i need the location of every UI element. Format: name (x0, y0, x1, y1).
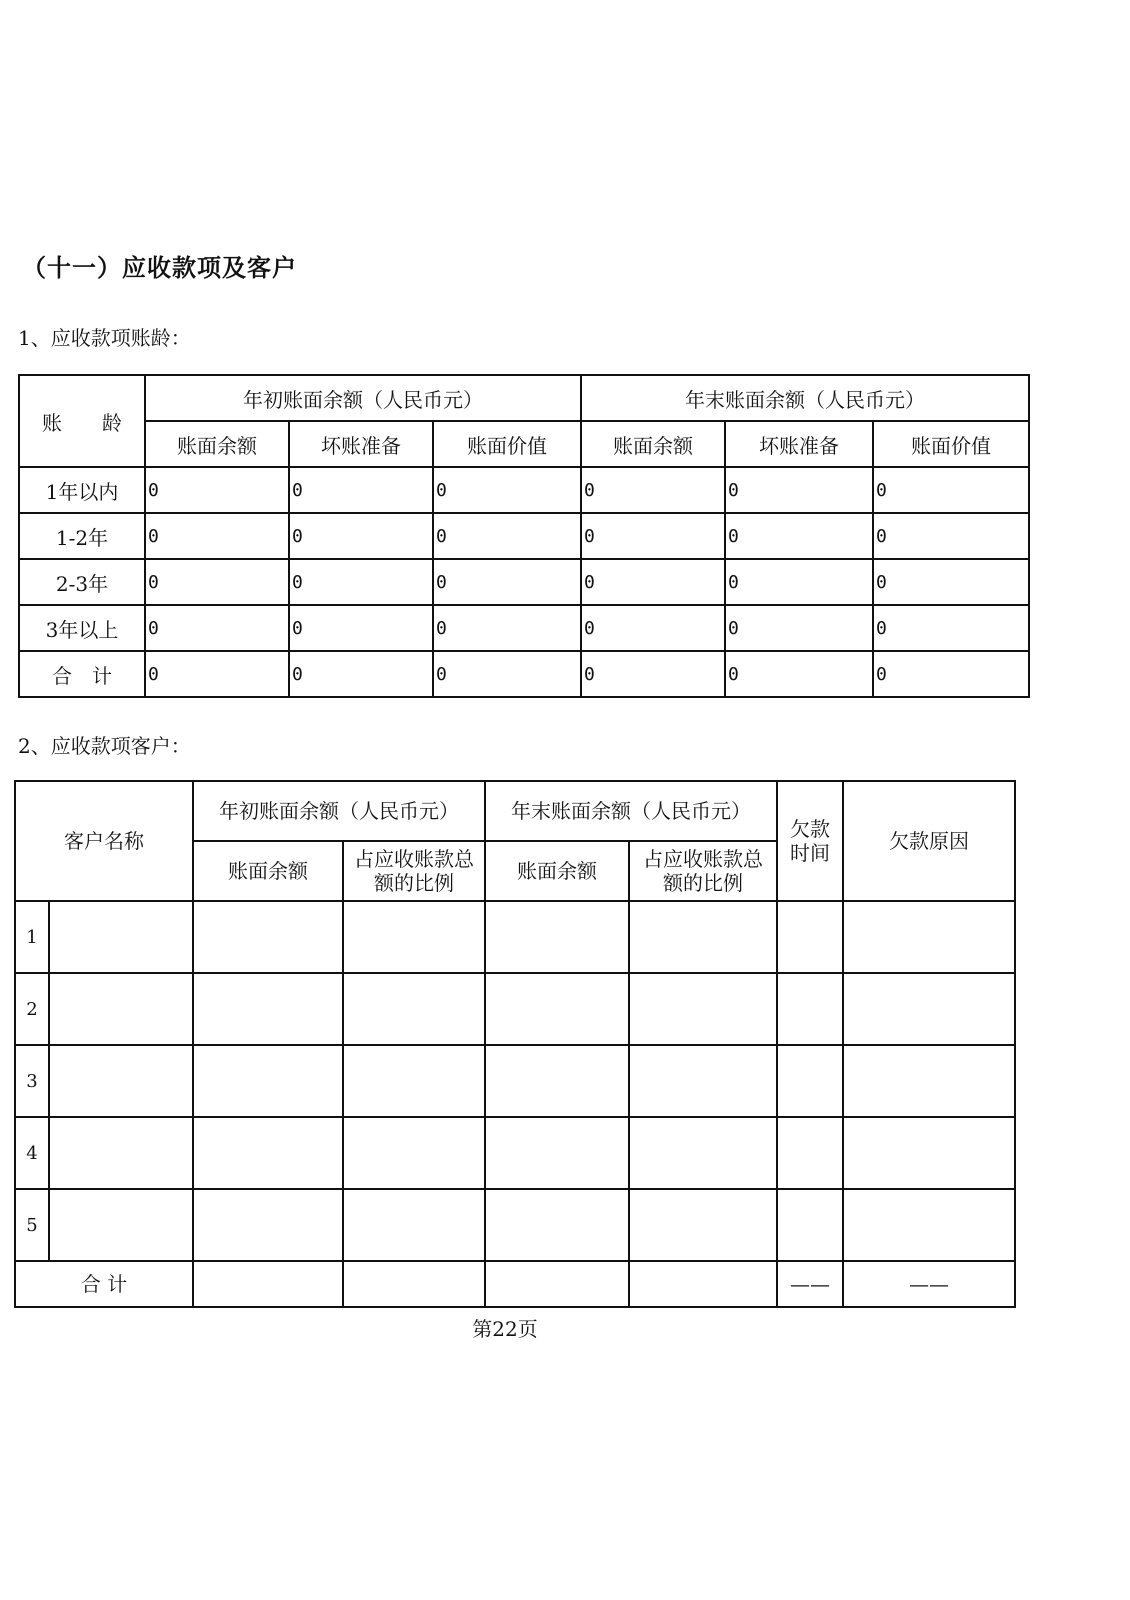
end-balance-cell (485, 1189, 629, 1261)
end-balance-cell (485, 973, 629, 1045)
cell-value: 0 (145, 651, 289, 697)
cell-value: 0 (873, 559, 1029, 605)
begin-ratio-cell (343, 1189, 485, 1261)
customers-subtitle: 2、应收款项客户： (18, 734, 191, 758)
owed-reason-cell (843, 901, 1015, 973)
owed-time-header: 欠款时间 (777, 781, 843, 901)
owed-reason-cell (843, 973, 1015, 1045)
customer-name-cell (49, 973, 193, 1045)
total-end-balance-cell (485, 1261, 629, 1307)
end-ratio-cell (629, 973, 777, 1045)
begin-balance-group-header: 年初账面余额（人民币元） (145, 375, 581, 421)
begin-balance-cell (193, 1189, 343, 1261)
table-row (15, 1117, 1015, 1189)
begin-balance-cell (193, 1045, 343, 1117)
begin-ratio-cell (343, 973, 485, 1045)
cell-value: 0 (873, 513, 1029, 559)
section-title: （十一）应收款项及客户 (22, 253, 297, 282)
owed-time-cell (777, 1189, 843, 1261)
cell-value: 0 (145, 467, 289, 513)
cell-value: 0 (433, 605, 581, 651)
row-number: 4 (15, 1117, 49, 1189)
total-begin-ratio-cell (343, 1261, 485, 1307)
cell-value: 0 (289, 513, 433, 559)
cell-value: 0 (581, 467, 725, 513)
owed-reason-header: 欠款原因 (843, 781, 1015, 901)
total-end-ratio-cell (629, 1261, 777, 1307)
table-row (19, 513, 1029, 559)
cell-value: 0 (725, 559, 873, 605)
cell-value: 0 (725, 513, 873, 559)
col-header: 坏账准备 (725, 421, 873, 467)
cell-value: 0 (581, 513, 725, 559)
customer-name-cell (49, 1189, 193, 1261)
end-balance-cell (485, 901, 629, 973)
owed-time-cell (777, 973, 843, 1045)
age-header: 账 龄 (19, 375, 145, 467)
owed-time-cell (777, 1117, 843, 1189)
row-number: 2 (15, 973, 49, 1045)
cell-value: 0 (433, 513, 581, 559)
end-balance-cell (485, 1045, 629, 1117)
cell-value: 0 (873, 651, 1029, 697)
customer-table (14, 780, 1016, 1308)
cell-value: 0 (289, 467, 433, 513)
end-balance-group-header: 年末账面余额（人民币元） (581, 375, 1029, 421)
ratio-header: 占应收账款总额的比例 (629, 841, 777, 901)
cell-value: 0 (145, 513, 289, 559)
begin-ratio-cell (343, 1045, 485, 1117)
aging-table (18, 374, 1030, 698)
page-number: 第22页 (472, 1317, 538, 1341)
col-header: 账面价值 (433, 421, 581, 467)
col-header: 账面余额 (145, 421, 289, 467)
begin-ratio-cell (343, 901, 485, 973)
begin-balance-group-header: 年初账面余额（人民币元） (193, 781, 485, 841)
total-row (15, 1261, 1015, 1307)
cell-value: 0 (433, 467, 581, 513)
customer-name-cell (49, 1117, 193, 1189)
table-row (15, 901, 1015, 973)
end-ratio-cell (629, 1189, 777, 1261)
owed-reason-cell (843, 1117, 1015, 1189)
cell-value: 0 (289, 605, 433, 651)
cell-value: 0 (289, 651, 433, 697)
balance-header: 账面余额 (193, 841, 343, 901)
customer-name-cell (49, 901, 193, 973)
begin-balance-cell (193, 973, 343, 1045)
cell-value: 0 (433, 651, 581, 697)
end-balance-group-header: 年末账面余额（人民币元） (485, 781, 777, 841)
begin-ratio-cell (343, 1117, 485, 1189)
table-row (15, 973, 1015, 1045)
col-header: 坏账准备 (289, 421, 433, 467)
balance-header: 账面余额 (485, 841, 629, 901)
end-ratio-cell (629, 1045, 777, 1117)
table-row (19, 605, 1029, 651)
owed-time-cell (777, 901, 843, 973)
owed-reason-cell (843, 1189, 1015, 1261)
total-label: 合 计 (15, 1261, 193, 1307)
begin-balance-cell (193, 1117, 343, 1189)
cell-value: 0 (581, 605, 725, 651)
owed-reason-cell (843, 1045, 1015, 1117)
cell-value: 0 (145, 605, 289, 651)
customer-name-header: 客户名称 (15, 781, 193, 901)
end-ratio-cell (629, 901, 777, 973)
row-label: 1-2年 (19, 513, 145, 559)
col-header: 账面余额 (581, 421, 725, 467)
owed-time-cell (777, 1045, 843, 1117)
customer-name-cell (49, 1045, 193, 1117)
row-number: 3 (15, 1045, 49, 1117)
begin-balance-cell (193, 901, 343, 973)
total-owed-reason-dash: —— (843, 1261, 1015, 1307)
table-row (15, 1189, 1015, 1261)
table-row (19, 467, 1029, 513)
total-row (19, 651, 1029, 697)
row-label: 3年以上 (19, 605, 145, 651)
cell-value: 0 (581, 651, 725, 697)
table-row (15, 1045, 1015, 1117)
cell-value: 0 (289, 559, 433, 605)
table-row (19, 559, 1029, 605)
end-balance-cell (485, 1117, 629, 1189)
cell-value: 0 (433, 559, 581, 605)
cell-value: 0 (725, 651, 873, 697)
row-number: 5 (15, 1189, 49, 1261)
cell-value: 0 (873, 605, 1029, 651)
row-label: 1年以内 (19, 467, 145, 513)
cell-value: 0 (581, 559, 725, 605)
col-header: 账面价值 (873, 421, 1029, 467)
row-label: 2-3年 (19, 559, 145, 605)
cell-value: 0 (145, 559, 289, 605)
total-begin-balance-cell (193, 1261, 343, 1307)
row-number: 1 (15, 901, 49, 973)
aging-subtitle: 1、应收款项账龄： (18, 326, 191, 350)
ratio-header: 占应收账款总额的比例 (343, 841, 485, 901)
cell-value: 0 (873, 467, 1029, 513)
end-ratio-cell (629, 1117, 777, 1189)
row-label: 合 计 (19, 651, 145, 697)
total-owed-time-dash: —— (777, 1261, 843, 1307)
cell-value: 0 (725, 467, 873, 513)
cell-value: 0 (725, 605, 873, 651)
